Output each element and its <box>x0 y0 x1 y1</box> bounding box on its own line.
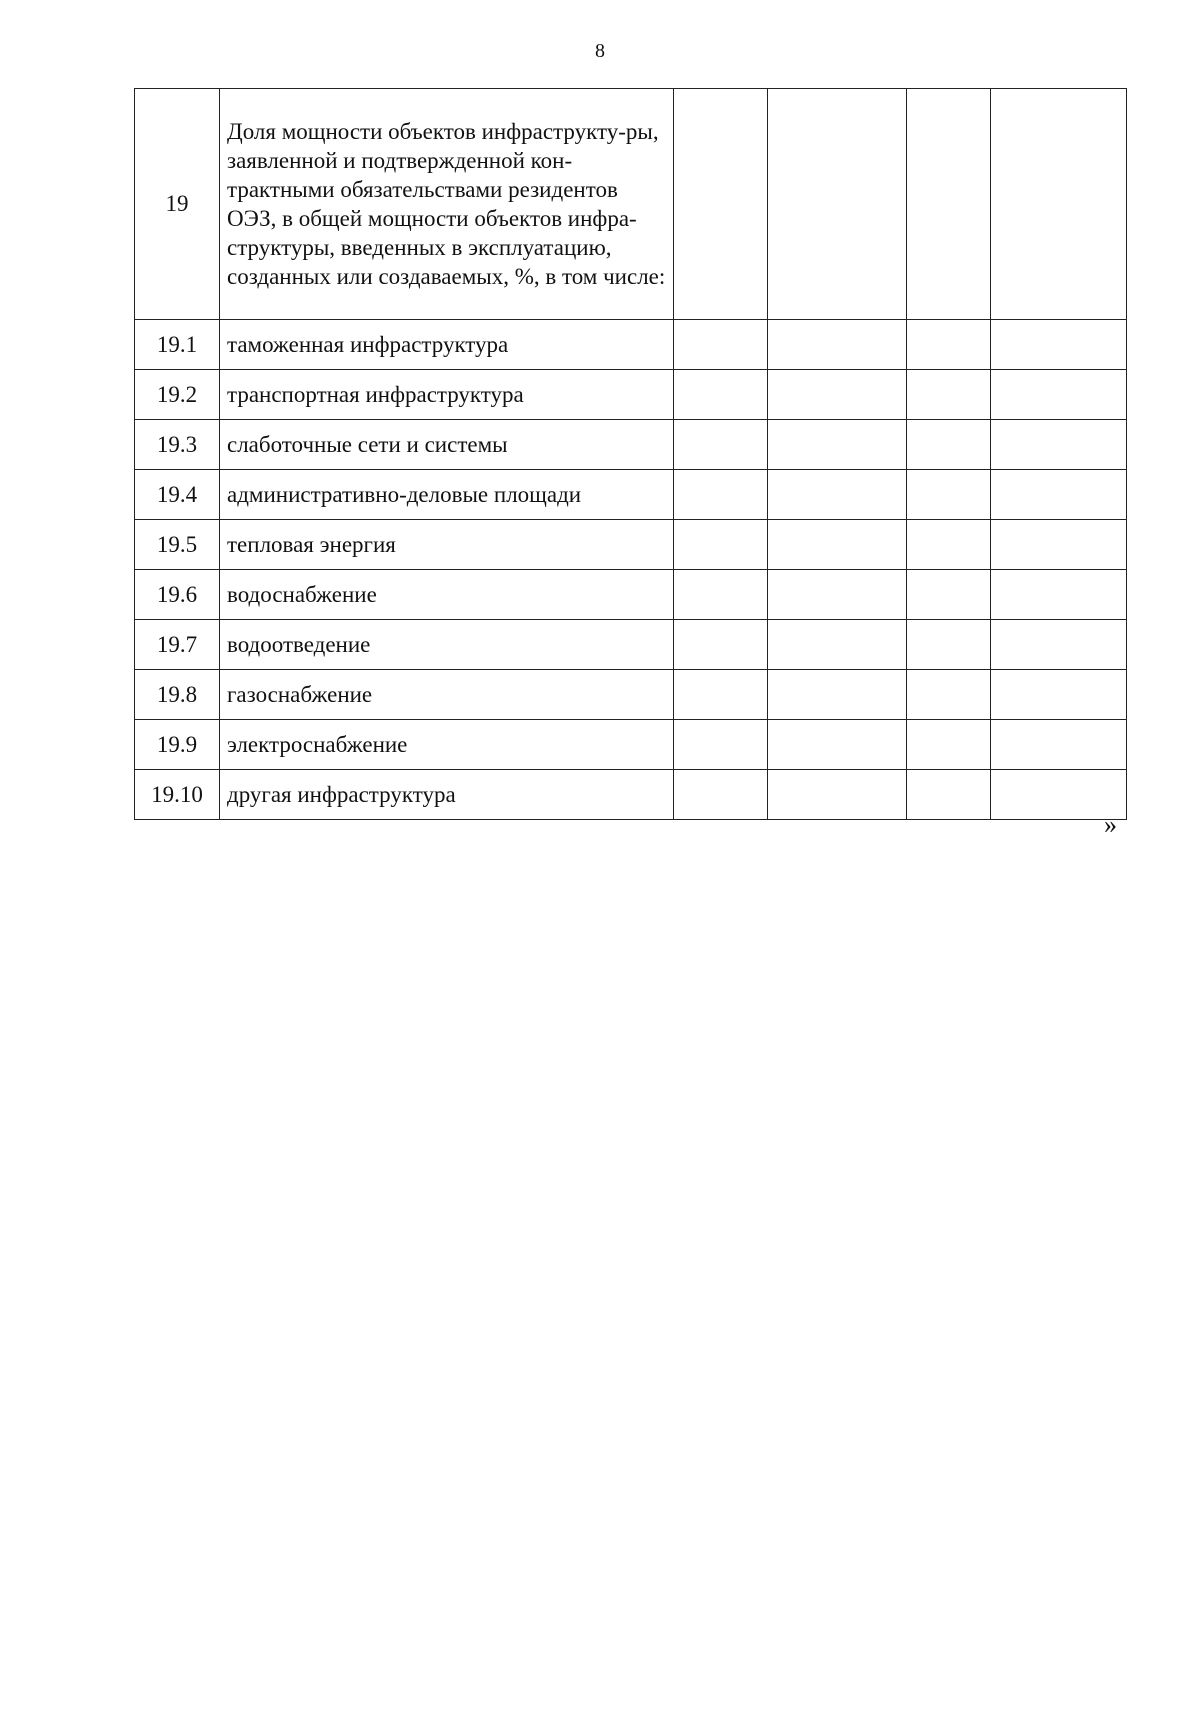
value-cell <box>991 320 1127 370</box>
row-description: другая инфраструктура <box>220 770 674 820</box>
value-cell <box>768 620 907 670</box>
row-description: водоотведение <box>220 620 674 670</box>
table-row <box>135 470 1127 520</box>
value-cell <box>907 320 991 370</box>
value-cell <box>768 420 907 470</box>
table-row <box>135 320 1127 370</box>
row-description: таможенная инфраструктура <box>220 320 674 370</box>
value-cell <box>768 89 907 320</box>
value-cell <box>907 620 991 670</box>
value-cell <box>907 720 991 770</box>
row-number: 19.6 <box>135 570 220 620</box>
value-cell <box>768 570 907 620</box>
row-number: 19.5 <box>135 520 220 570</box>
row-number: 19.4 <box>135 470 220 520</box>
value-cell <box>768 670 907 720</box>
value-cell <box>674 470 768 520</box>
row-number: 19.2 <box>135 370 220 420</box>
row-number: 19.3 <box>135 420 220 470</box>
table-row <box>135 670 1127 720</box>
row-description: слаботочные сети и системы <box>220 420 674 470</box>
value-cell <box>674 89 768 320</box>
value-cell <box>907 470 991 520</box>
table-row <box>135 770 1127 820</box>
value-cell <box>768 370 907 420</box>
value-cell <box>991 620 1127 670</box>
row-description: транспортная инфраструктура <box>220 370 674 420</box>
value-cell <box>768 470 907 520</box>
value-cell <box>991 420 1127 470</box>
table-row <box>135 420 1127 470</box>
value-cell <box>674 670 768 720</box>
value-cell <box>768 720 907 770</box>
row-description: Доля мощности объектов инфраструкту-ры, заявленной и подтвержденной кон-трактными обязательствами резидентов ОЭЗ, в общей мощности объектов инфра-структуры, введенных в эксплуатацию, созданных или создаваемых, %, в том числе: <box>220 89 674 320</box>
value-cell <box>991 520 1127 570</box>
value-cell <box>991 720 1127 770</box>
value-cell <box>674 770 768 820</box>
indicator-table <box>134 88 1127 820</box>
table-row <box>135 520 1127 570</box>
row-description: водоснабжение <box>220 570 674 620</box>
value-cell <box>991 89 1127 320</box>
value-cell <box>674 420 768 470</box>
value-cell <box>768 320 907 370</box>
value-cell <box>991 470 1127 520</box>
value-cell <box>674 320 768 370</box>
value-cell <box>907 570 991 620</box>
row-description: электроснабжение <box>220 720 674 770</box>
value-cell <box>674 570 768 620</box>
row-description: тепловая энергия <box>220 520 674 570</box>
table-row <box>135 370 1127 420</box>
value-cell <box>768 520 907 570</box>
value-cell <box>907 770 991 820</box>
table-row <box>135 720 1127 770</box>
value-cell <box>991 370 1127 420</box>
value-cell <box>768 770 907 820</box>
value-cell <box>907 370 991 420</box>
row-number: 19.7 <box>135 620 220 670</box>
page-number: 8 <box>595 40 605 62</box>
value-cell <box>991 670 1127 720</box>
row-number: 19 <box>135 89 220 320</box>
value-cell <box>991 570 1127 620</box>
value-cell <box>907 420 991 470</box>
row-description: газоснабжение <box>220 670 674 720</box>
value-cell <box>907 520 991 570</box>
table-row <box>135 89 1127 320</box>
value-cell <box>907 670 991 720</box>
value-cell <box>674 620 768 670</box>
table-row <box>135 620 1127 670</box>
value-cell <box>907 89 991 320</box>
row-number: 19.9 <box>135 720 220 770</box>
value-cell <box>674 720 768 770</box>
value-cell <box>674 370 768 420</box>
value-cell <box>674 520 768 570</box>
row-number: 19.8 <box>135 670 220 720</box>
closing-quote-mark: » <box>1104 810 1117 839</box>
table-row <box>135 570 1127 620</box>
row-number: 19.10 <box>135 770 220 820</box>
row-number: 19.1 <box>135 320 220 370</box>
row-description: административно-деловые площади <box>220 470 674 520</box>
